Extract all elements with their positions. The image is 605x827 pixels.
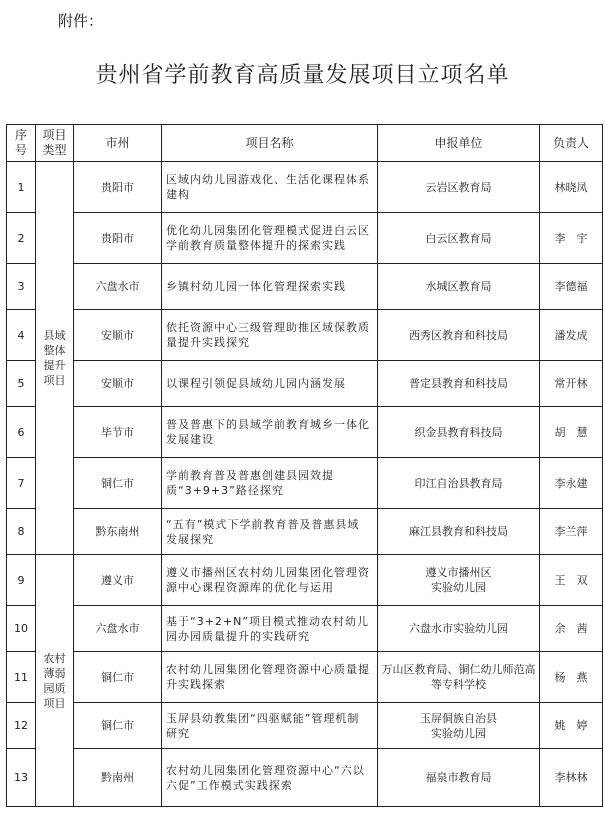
city-cell: 铜仁市 bbox=[74, 458, 162, 509]
city-cell: 安顺市 bbox=[74, 310, 162, 361]
table-row bbox=[7, 749, 603, 807]
applicant-unit-cell: 云岩区教育局 bbox=[378, 162, 540, 213]
project-name-cell: 玉屏县幼教集团“四驱赋能”管理机制研究 bbox=[162, 703, 378, 749]
leader-cell: 常开林 bbox=[540, 361, 603, 407]
project-name-cell: 乡镇村幼儿园一体化管理探索实践 bbox=[162, 264, 378, 310]
applicant-unit-cell: 万山区教育局、铜仁幼儿师范高等专科学校 bbox=[378, 652, 540, 703]
header-city: 市州 bbox=[74, 125, 162, 162]
document-title: 贵州省学前教育高质量发展项目立项名单 bbox=[95, 63, 510, 88]
applicant-unit-cell: 织金县教育科技局 bbox=[378, 407, 540, 458]
applicant-unit-cell: 六盘水市实验幼儿园 bbox=[378, 606, 540, 652]
leader-cell: 林晓凤 bbox=[540, 162, 603, 213]
header-no: 序 号 bbox=[7, 125, 36, 162]
applicant-unit-cell: 西秀区教育和科技局 bbox=[378, 310, 540, 361]
row-number: 10 bbox=[7, 606, 36, 652]
project-name-cell: 学前教育普及普惠创建县园效提质“3+9+3”路径探究 bbox=[162, 458, 378, 509]
project-name-cell: 农村幼儿园集团化管理资源中心“六以六促”工作模式实践探索 bbox=[162, 749, 378, 807]
project-name-cell: 农村幼儿园集团化管理资源中心质量提升实践探索 bbox=[162, 652, 378, 703]
header-type: 项目 类型 bbox=[36, 125, 74, 162]
table-row bbox=[7, 162, 603, 213]
table-row bbox=[7, 264, 603, 310]
row-number: 1 bbox=[7, 162, 36, 213]
row-number: 3 bbox=[7, 264, 36, 310]
row-number: 2 bbox=[7, 213, 36, 264]
header-project: 项目名称 bbox=[162, 125, 378, 162]
leader-cell: 潘发成 bbox=[540, 310, 603, 361]
city-cell: 安顺市 bbox=[74, 361, 162, 407]
table-body bbox=[7, 162, 603, 807]
table-row bbox=[7, 652, 603, 703]
project-name-cell: 普及普惠下的县域学前教育城乡一体化发展建设 bbox=[162, 407, 378, 458]
table-row bbox=[7, 606, 603, 652]
leader-cell: 杨 燕 bbox=[540, 652, 603, 703]
city-cell: 贵阳市 bbox=[74, 162, 162, 213]
city-cell: 毕节市 bbox=[74, 407, 162, 458]
leader-cell: 李兰萍 bbox=[540, 509, 603, 555]
applicant-unit-cell: 遵义市播州区 实验幼儿园 bbox=[378, 555, 540, 606]
project-type-cell: 县域 整体 提升 项目 bbox=[36, 162, 74, 555]
table-row bbox=[7, 458, 603, 509]
row-number: 5 bbox=[7, 361, 36, 407]
applicant-unit-cell: 白云区教育局 bbox=[378, 213, 540, 264]
header-row bbox=[7, 125, 603, 162]
city-cell: 铜仁市 bbox=[74, 652, 162, 703]
table-row bbox=[7, 703, 603, 749]
city-cell: 六盘水市 bbox=[74, 264, 162, 310]
applicant-unit-cell: 麻江县教育和科技局 bbox=[378, 509, 540, 555]
table-row bbox=[7, 509, 603, 555]
row-number: 11 bbox=[7, 652, 36, 703]
project-name-cell: 遵义市播州区农村幼儿园集团化管理资源中心课程资源库的优化与运用 bbox=[162, 555, 378, 606]
applicant-unit-cell: 福泉市教育局 bbox=[378, 749, 540, 807]
row-number: 4 bbox=[7, 310, 36, 361]
header-leader: 负责人 bbox=[540, 125, 603, 162]
project-name-cell: 基于“3+2+N”项目模式推动农村幼儿园办园质量提升的实践研究 bbox=[162, 606, 378, 652]
project-name-cell: 优化幼儿园集团化管理模式促进白云区学前教育质量整体提升的探索实践 bbox=[162, 213, 378, 264]
project-name-cell: 依托资源中心三级管理助推区域保教质量提升实践探究 bbox=[162, 310, 378, 361]
leader-cell: 李林林 bbox=[540, 749, 603, 807]
table-row bbox=[7, 213, 603, 264]
leader-cell: 李永建 bbox=[540, 458, 603, 509]
applicant-unit-cell: 水城区教育局 bbox=[378, 264, 540, 310]
project-table bbox=[6, 124, 603, 807]
leader-cell: 李德福 bbox=[540, 264, 603, 310]
applicant-unit-cell: 印江自治县教育局 bbox=[378, 458, 540, 509]
row-number: 6 bbox=[7, 407, 36, 458]
city-cell: 黔东南州 bbox=[74, 509, 162, 555]
table-row bbox=[7, 555, 603, 606]
city-cell: 贵阳市 bbox=[74, 213, 162, 264]
city-cell: 六盘水市 bbox=[74, 606, 162, 652]
leader-cell: 余 茜 bbox=[540, 606, 603, 652]
applicant-unit-cell: 玉屏侗族自治县 实验幼儿园 bbox=[378, 703, 540, 749]
row-number: 9 bbox=[7, 555, 36, 606]
table-row bbox=[7, 407, 603, 458]
attachment-label: 附件： bbox=[58, 12, 104, 30]
project-type-cell: 农村 薄弱 园质 项目 bbox=[36, 555, 74, 807]
leader-cell: 王 双 bbox=[540, 555, 603, 606]
project-name-cell: 区域内幼儿园游戏化、生活化课程体系建构 bbox=[162, 162, 378, 213]
header-unit: 申报单位 bbox=[378, 125, 540, 162]
row-number: 8 bbox=[7, 509, 36, 555]
row-number: 12 bbox=[7, 703, 36, 749]
city-cell: 遵义市 bbox=[74, 555, 162, 606]
row-number: 13 bbox=[7, 749, 36, 807]
city-cell: 铜仁市 bbox=[74, 703, 162, 749]
leader-cell: 胡 慧 bbox=[540, 407, 603, 458]
table-row bbox=[7, 310, 603, 361]
leader-cell: 李 宇 bbox=[540, 213, 603, 264]
applicant-unit-cell: 普定县教育和科技局 bbox=[378, 361, 540, 407]
project-name-cell: 以课程引领促县域幼儿园内涵发展 bbox=[162, 361, 378, 407]
table-row bbox=[7, 361, 603, 407]
row-number: 7 bbox=[7, 458, 36, 509]
leader-cell: 姚 婷 bbox=[540, 703, 603, 749]
project-name-cell: “五有”模式下学前教育普及普惠县域发展探究 bbox=[162, 509, 378, 555]
city-cell: 黔南州 bbox=[74, 749, 162, 807]
